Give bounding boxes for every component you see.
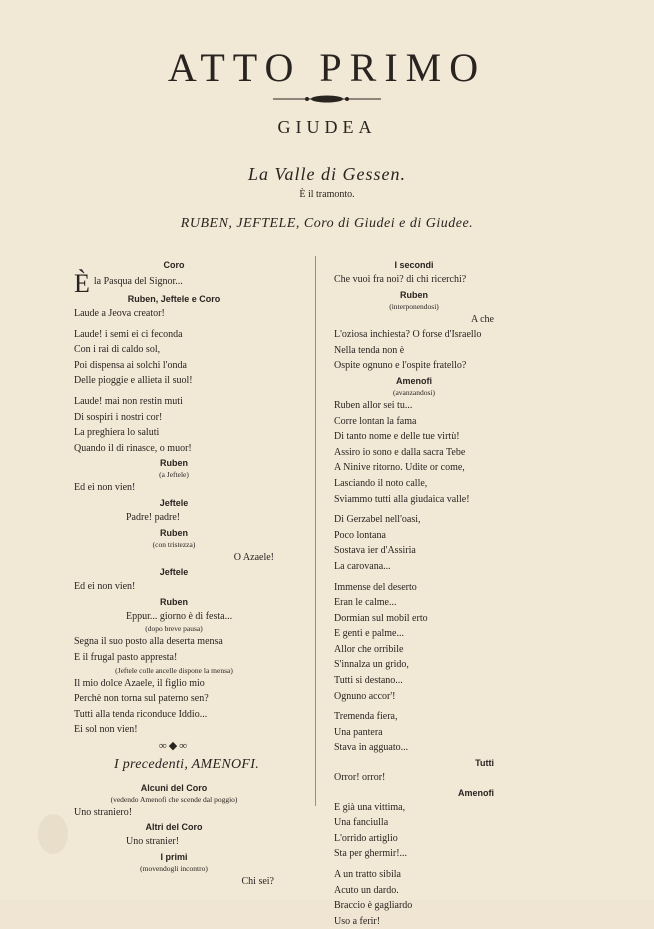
speaker: I secondi (394, 260, 434, 270)
scene-heading-secondary: I precedenti, AMENOFI. (114, 756, 260, 772)
ornament-rule (273, 94, 381, 104)
verse-line: Sostava ier d'Assiria (334, 545, 416, 557)
verse-line: Tutti si destano... (334, 675, 403, 687)
stage-direction: (movendogli incontro) (140, 864, 208, 874)
verse-line: Perchè non torna sul paterno sen? (74, 693, 209, 705)
right-column (334, 258, 494, 929)
verse-line: A un tratto sibila (334, 869, 401, 880)
verse-line: Immense del deserto (334, 581, 417, 593)
paper-stain (38, 814, 68, 854)
verse-line: A che (470, 313, 494, 325)
verse-line: Delle pioggie e allieta il suol! (74, 375, 193, 387)
verse-line: Padre! padre! (126, 511, 181, 523)
verse-line: Braccio è gagliardo (334, 900, 413, 912)
verse-line: E già una vittima, (334, 801, 406, 813)
verse-line: Ed ei non vien! (74, 482, 136, 494)
verse-line: Corre lontan la fama (334, 415, 417, 427)
verse-line: O Azaele! (233, 551, 274, 563)
verse-text: la Pasqua del Signor... (93, 276, 183, 287)
verse-line: Ed ei non vien! (74, 581, 136, 593)
left-column (74, 258, 274, 890)
speaker: Ruben (400, 289, 428, 300)
speaker: I primi (160, 852, 188, 863)
verse-line: Con i rai di caldo sol, (74, 344, 161, 356)
verse-line: Laude a Jeova creator! (74, 308, 165, 319)
verse-line: Allor che orribile (334, 643, 404, 655)
subtitle: GIUDEA (277, 117, 377, 137)
verse-line: Eppur... giorno è di festa... (126, 610, 233, 622)
act-title: ATTO PRIMO (167, 45, 487, 90)
verse-line: Poi dispensa ai solchi l'onda (74, 359, 187, 371)
verse-line: Di sospiri i nostri cor! (74, 411, 163, 423)
verse-line: Ei sol non vien! (74, 724, 138, 736)
verse-line: Lasciando il noto calle, (334, 477, 428, 489)
speaker: Ruben, Jeftele e Coro (127, 294, 221, 304)
verse-line: Laude! i semi ei ci feconda (74, 328, 183, 340)
verse-line: Dormian sul mobil erto (334, 612, 428, 624)
speaker: Ruben (160, 458, 188, 469)
ornament-flourish: ∞◆∞ (158, 739, 190, 752)
verse-line: Nella tenda non è (334, 344, 405, 356)
verse-line: A Ninive ritorno. Udite or come, (334, 462, 465, 474)
verse-line: Il mio dolce Azaele, il figlio mio (74, 677, 205, 689)
verse-line: Segna il suo posto alla deserta mensa (74, 636, 223, 648)
verse-line: Ognuno accor'! (334, 690, 396, 702)
scene-note: È il tramonto. (299, 189, 355, 200)
verse-line: Una pantera (334, 726, 383, 738)
scene-heading: La Valle di Gessen. (248, 164, 406, 184)
stage-direction: (a Jeftele) (159, 470, 189, 480)
verse-line: Sviammo tutti alla giudaica valle! (334, 493, 470, 505)
verse-line: Ruben allor sei tu... (334, 399, 413, 411)
verse-line: Assiro io sono e dalla sacra Tebe (334, 446, 466, 458)
verse-line: Tremenda fiera, (334, 711, 398, 723)
verse-line: L'orrido artiglio (334, 832, 398, 844)
verse-line: Stava in agguato... (334, 742, 409, 754)
verse-line: Di tanto nome e delle tue virtù! (334, 431, 460, 443)
column-divider (315, 256, 316, 806)
verse-line: Orror! orror! (334, 772, 386, 784)
speaker: Amenofi (458, 787, 494, 798)
verse-line: S'innalza un grido, (334, 659, 409, 671)
verse-line: Tutti alla tenda riconduce Iddio... (74, 708, 208, 720)
verse-line: L'oziosa inchiesta? O forse d'Israello (334, 329, 482, 341)
speaker: Alcuni del Coro (140, 782, 208, 793)
verse-line: Eran le calme... (334, 597, 397, 609)
speaker: Coro (163, 260, 185, 270)
verse-line: E il frugal pasto appresta! (74, 651, 178, 663)
verse-line: Uso a ferir! (334, 915, 381, 927)
verse-line: Quando il dì rinasce, o muor! (74, 442, 192, 454)
verse-line: Una fanciulla (334, 817, 389, 829)
verse-line: Di Gerzabel nell'oasi, (334, 514, 421, 526)
speaker: Jeftele (159, 497, 189, 508)
speaker: Altri del Coro (145, 822, 203, 833)
stage-direction: (interponendosi) (389, 301, 439, 311)
speaker: Tutti (475, 758, 494, 769)
verse-line: Ospite ognuno e l'ospite fratello? (334, 360, 467, 372)
drop-cap: È (74, 269, 90, 298)
stage-direction: (avanzandosi) (392, 387, 436, 397)
verse-line: Uno stranier! (126, 836, 180, 848)
speaker: Ruben (160, 527, 188, 538)
stage-direction: (vedendo Amenofi che scende dal poggio) (110, 794, 238, 804)
stage-direction: (Jeftele colle ancelle dispone la mensa) (115, 665, 233, 675)
persons-list: RUBEN, JEFTELE, Coro di Giudei e di Giudee. (180, 216, 474, 231)
stage-direction: (dopo breve pausa) (145, 624, 203, 634)
verse-line: Acuto un dardo. (334, 884, 399, 896)
speaker: Amenofi (396, 375, 432, 386)
verse-line: E genti e palme... (334, 628, 404, 640)
speaker: Jeftele (159, 567, 189, 578)
speaker: Ruben (160, 596, 188, 607)
verse-line: Sta per ghermir!... (334, 848, 408, 860)
verse-line: Poco lontana (334, 529, 386, 541)
verse-line: La carovana... (334, 560, 391, 572)
stage-direction: (con tristezza) (152, 539, 196, 549)
verse-line (74, 269, 274, 298)
verse-line: La preghiera lo saluti (74, 427, 160, 439)
verse-line: Laude! mai non restin muti (74, 395, 183, 407)
verse-line: Chi sei? (241, 876, 274, 888)
verse-line: Che vuoi fra noi? di chi ricerchi? (334, 274, 467, 285)
verse-line: Uno straniero! (74, 806, 133, 818)
